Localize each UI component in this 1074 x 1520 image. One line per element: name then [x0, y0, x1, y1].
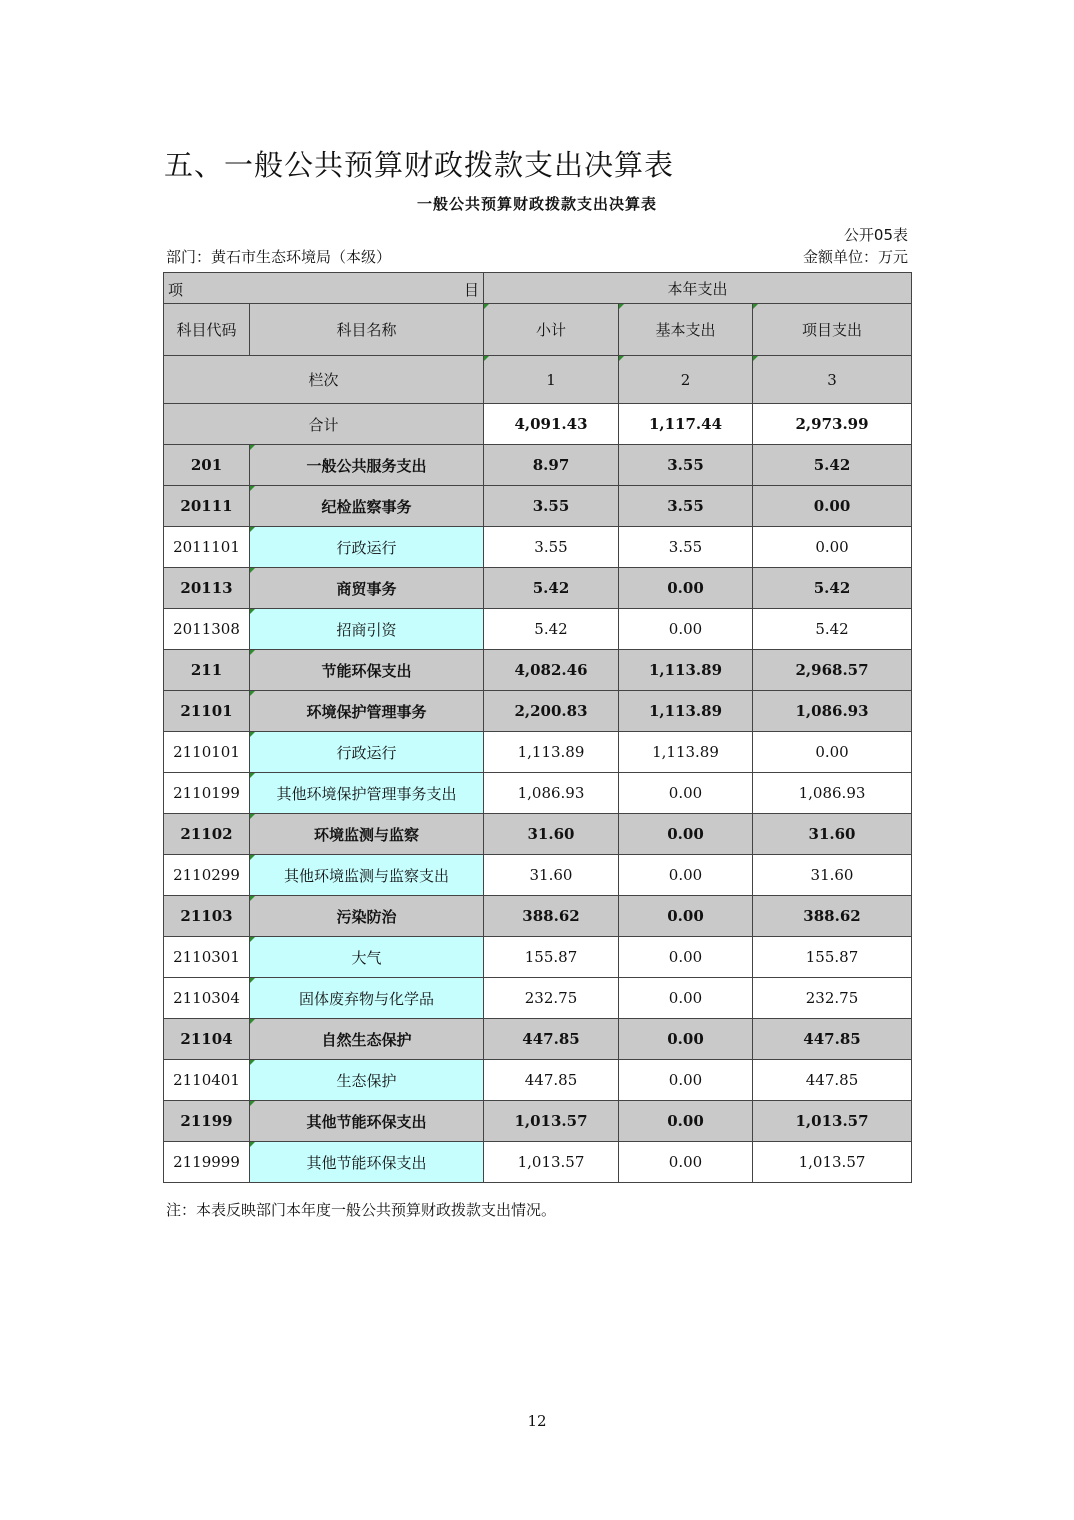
- cell-code: 2110304: [164, 978, 250, 1019]
- page-number: 12: [527, 1412, 547, 1430]
- cell-basic: 0.00: [619, 896, 753, 937]
- cell-basic: 0.00: [619, 978, 753, 1019]
- header-project: 项目支出: [753, 304, 912, 356]
- total-row: [164, 404, 912, 445]
- cell-project: 0.00: [753, 486, 912, 527]
- cell-code: 20113: [164, 568, 250, 609]
- cell-code: 21199: [164, 1101, 250, 1142]
- header-xiang: 项: [168, 281, 184, 299]
- cell-name: 招商引资: [250, 609, 484, 650]
- cell-name: 行政运行: [250, 732, 484, 773]
- cell-basic: 1,113.89: [619, 691, 753, 732]
- header-row-1: [164, 273, 912, 304]
- cell-subtotal: 31.60: [484, 855, 619, 896]
- cell-subtotal: 5.42: [484, 568, 619, 609]
- table-row-category: [164, 896, 912, 937]
- cell-basic: 0.00: [619, 1142, 753, 1183]
- cell-name: 污染防治: [250, 896, 484, 937]
- cell-subtotal: 447.85: [484, 1060, 619, 1101]
- table-row-category: [164, 445, 912, 486]
- cell-code: 201: [164, 445, 250, 486]
- cell-project: 447.85: [753, 1019, 912, 1060]
- cell-project: 1,086.93: [753, 773, 912, 814]
- table-row-category: [164, 650, 912, 691]
- cell-subtotal: 3.55: [484, 527, 619, 568]
- cell-code: 211: [164, 650, 250, 691]
- table-row-item: [164, 732, 912, 773]
- header-subtotal: 小计: [484, 304, 619, 356]
- cell-name: 纪检监察事务: [250, 486, 484, 527]
- header-col-3: 3: [753, 356, 912, 404]
- cell-subtotal: 155.87: [484, 937, 619, 978]
- cell-name: 其他节能环保支出: [250, 1101, 484, 1142]
- cell-subtotal: 1,013.57: [484, 1142, 619, 1183]
- amount-unit-label: 金额单位：万元: [802, 248, 908, 266]
- cell-subtotal: 1,113.89: [484, 732, 619, 773]
- cell-project: 2,968.57: [753, 650, 912, 691]
- cell-subtotal: 1,086.93: [484, 773, 619, 814]
- cell-project: 388.62: [753, 896, 912, 937]
- cell-code: 2110199: [164, 773, 250, 814]
- cell-name: 大气: [250, 937, 484, 978]
- cell-basic: 3.55: [619, 527, 753, 568]
- cell-basic: 0.00: [619, 1019, 753, 1060]
- cell-basic: 0.00: [619, 609, 753, 650]
- header-row-lanci: [164, 356, 912, 404]
- cell-basic: 0.00: [619, 1060, 753, 1101]
- table-row-item: [164, 609, 912, 650]
- cell-name: 环境监测与监察: [250, 814, 484, 855]
- header-lanci: 栏次: [164, 356, 484, 404]
- table-row-category: [164, 568, 912, 609]
- header-code: 科目代码: [164, 304, 250, 356]
- cell-subtotal: 1,013.57: [484, 1101, 619, 1142]
- cell-project: 31.60: [753, 814, 912, 855]
- cell-project: 0.00: [753, 527, 912, 568]
- department-label: 部门：黄石市生态环境局（本级）: [166, 248, 392, 266]
- cell-subtotal: 447.85: [484, 1019, 619, 1060]
- cell-project: 1,013.57: [753, 1142, 912, 1183]
- page-heading: 五、一般公共预算财政拨款支出决算表: [164, 148, 675, 182]
- form-number: 公开05表: [843, 226, 908, 244]
- cell-name: 商贸事务: [250, 568, 484, 609]
- total-project: 2,973.99: [753, 404, 912, 445]
- cell-subtotal: 2,200.83: [484, 691, 619, 732]
- cell-name: 固体废弃物与化学品: [250, 978, 484, 1019]
- header-col-2: 2: [619, 356, 753, 404]
- table-row-category: [164, 814, 912, 855]
- table-row-item: [164, 1060, 912, 1101]
- cell-basic: 1,113.89: [619, 732, 753, 773]
- cell-code: 2110101: [164, 732, 250, 773]
- cell-name: 其他环境保护管理事务支出: [250, 773, 484, 814]
- table-row-category: [164, 1101, 912, 1142]
- cell-name: 节能环保支出: [250, 650, 484, 691]
- header-xiangmu: [164, 273, 484, 304]
- cell-basic: 3.55: [619, 445, 753, 486]
- header-basic: 基本支出: [619, 304, 753, 356]
- cell-name: 其他节能环保支出: [250, 1142, 484, 1183]
- cell-code: 21101: [164, 691, 250, 732]
- cell-code: 2011101: [164, 527, 250, 568]
- cell-project: 31.60: [753, 855, 912, 896]
- cell-name: 自然生态保护: [250, 1019, 484, 1060]
- table-row-item: [164, 773, 912, 814]
- table-row-category: [164, 1019, 912, 1060]
- table-row-category: [164, 691, 912, 732]
- cell-name: 环境保护管理事务: [250, 691, 484, 732]
- total-basic: 1,117.44: [619, 404, 753, 445]
- cell-code: 21102: [164, 814, 250, 855]
- cell-basic: 0.00: [619, 855, 753, 896]
- cell-code: 2119999: [164, 1142, 250, 1183]
- table-note: 注：本表反映部门本年度一般公共预算财政拨款支出情况。: [166, 1201, 557, 1219]
- cell-project: 1,086.93: [753, 691, 912, 732]
- cell-name: 行政运行: [250, 527, 484, 568]
- header-col-1: 1: [484, 356, 619, 404]
- cell-code: 2011308: [164, 609, 250, 650]
- cell-basic: 0.00: [619, 1101, 753, 1142]
- cell-project: 0.00: [753, 732, 912, 773]
- cell-project: 5.42: [753, 568, 912, 609]
- table-row-item: [164, 855, 912, 896]
- header-mu: 目: [463, 281, 479, 299]
- cell-project: 447.85: [753, 1060, 912, 1101]
- cell-code: 2110299: [164, 855, 250, 896]
- header-row-2: [164, 304, 912, 356]
- header-name: 科目名称: [250, 304, 484, 356]
- table-row-category: [164, 486, 912, 527]
- cell-subtotal: 31.60: [484, 814, 619, 855]
- table-title: 一般公共预算财政拨款支出决算表: [416, 195, 657, 213]
- cell-code: 2110301: [164, 937, 250, 978]
- cell-code: 21103: [164, 896, 250, 937]
- cell-name: 其他环境监测与监察支出: [250, 855, 484, 896]
- cell-basic: 0.00: [619, 937, 753, 978]
- cell-project: 232.75: [753, 978, 912, 1019]
- table-row-item: [164, 1142, 912, 1183]
- cell-subtotal: 4,082.46: [484, 650, 619, 691]
- table-row-item: [164, 978, 912, 1019]
- cell-basic: 1,113.89: [619, 650, 753, 691]
- cell-code: 2110401: [164, 1060, 250, 1101]
- table-row-item: [164, 527, 912, 568]
- cell-subtotal: 5.42: [484, 609, 619, 650]
- expenditure-table: [163, 272, 912, 1183]
- table-row-item: [164, 937, 912, 978]
- cell-project: 5.42: [753, 609, 912, 650]
- cell-basic: 0.00: [619, 773, 753, 814]
- cell-code: 21104: [164, 1019, 250, 1060]
- cell-subtotal: 8.97: [484, 445, 619, 486]
- cell-project: 5.42: [753, 445, 912, 486]
- total-label: 合计: [164, 404, 484, 445]
- cell-project: 1,013.57: [753, 1101, 912, 1142]
- cell-name: 生态保护: [250, 1060, 484, 1101]
- cell-code: 20111: [164, 486, 250, 527]
- cell-subtotal: 3.55: [484, 486, 619, 527]
- cell-subtotal: 388.62: [484, 896, 619, 937]
- total-subtotal: 4,091.43: [484, 404, 619, 445]
- cell-basic: 0.00: [619, 814, 753, 855]
- cell-subtotal: 232.75: [484, 978, 619, 1019]
- cell-basic: 3.55: [619, 486, 753, 527]
- cell-name: 一般公共服务支出: [250, 445, 484, 486]
- cell-basic: 0.00: [619, 568, 753, 609]
- cell-project: 155.87: [753, 937, 912, 978]
- header-current-year: 本年支出: [484, 273, 912, 304]
